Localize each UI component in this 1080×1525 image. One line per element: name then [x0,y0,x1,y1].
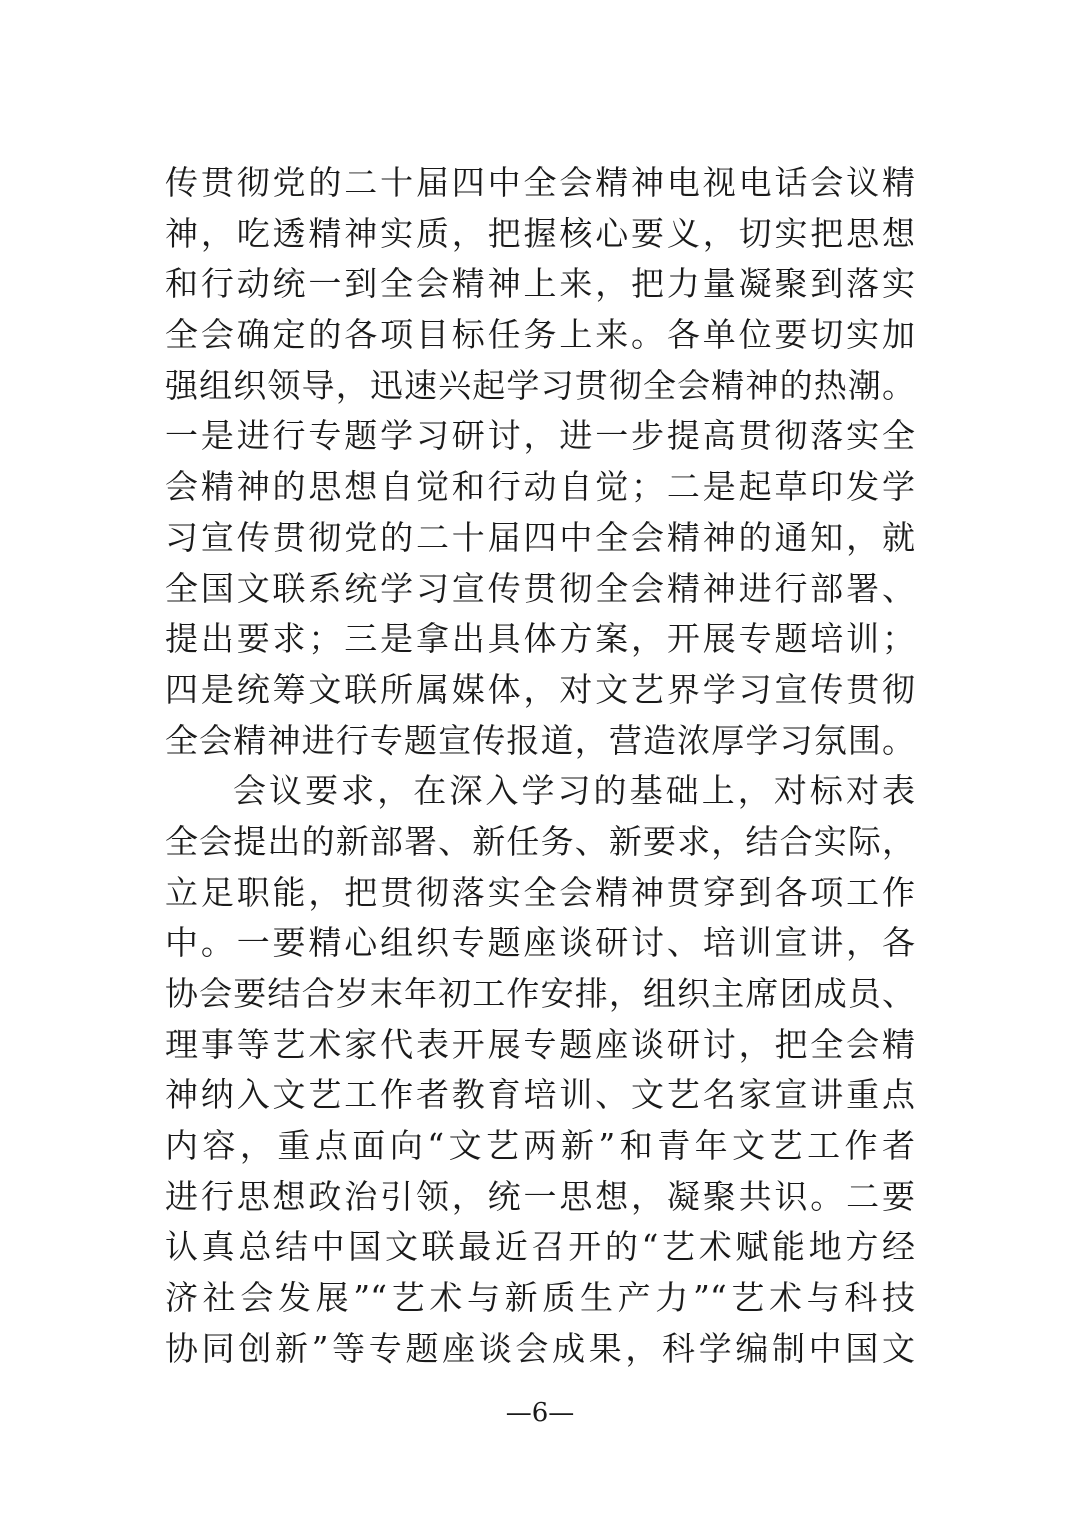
text-line: 全会精神进行专题宣传报道，营造浓厚学习氛围。 [165,720,915,760]
text-line: 神纳入文艺工作者教育培训、文艺名家宣讲重点 [165,1075,915,1115]
text-line: 协同创新”等专题座谈会成果，科学编制中国文 [165,1328,915,1368]
body-text [165,158,915,1375]
text-line: 理事等艺术家代表开展专题座谈研讨，把全会精 [165,1024,915,1064]
text-line: 神，吃透精神实质，把握核心要义，切实把思想 [165,213,915,253]
text-line: 会精神的思想自觉和行动自觉；二是起草印发学 [165,467,915,507]
text-line: 全会确定的各项目标任务上来。各单位要切实加 [165,315,915,355]
text-line: 全会提出的新部署、新任务、新要求，结合实际， [165,821,915,861]
text-line: 四是统筹文联所属媒体，对文艺界学习宣传贯彻 [165,669,915,709]
text-line: 进行思想政治引领，统一思想，凝聚共识。二要 [165,1176,915,1216]
text-line: 提出要求；三是拿出具体方案，开展专题培训； [165,619,915,659]
text-line: 中。一要精心组织专题座谈研讨、培训宣讲，各 [165,923,915,963]
text-line: 习宣传贯彻党的二十届四中全会精神的通知，就 [165,517,915,557]
text-line: 认真总结中国文联最近召开的“艺术赋能地方经 [165,1227,915,1267]
text-line: 和行动统一到全会精神上来，把力量凝聚到落实 [165,264,915,304]
text-line: 济社会发展”“艺术与新质生产力”“艺术与科技 [165,1278,915,1318]
text-line: 传贯彻党的二十届四中全会精神电视电话会议精 [165,163,915,202]
text-line: 强组织领导，迅速兴起学习贯彻全会精神的热潮。 [165,365,915,405]
text-line: 内容，重点面向“文艺两新”和青年文艺工作者 [165,1126,915,1166]
text-line: 立足职能，把贯彻落实全会精神贯穿到各项工作 [165,872,915,912]
page-number: —6— [505,1398,575,1428]
text-line: 全国文联系统学习宣传贯彻全会精神进行部署、 [165,568,915,608]
paragraph-start-line: 会议要求，在深入学习的基础上，对标对表 [233,771,915,811]
text-line: 协会要结合岁末年初工作安排，组织主席团成员、 [165,974,915,1013]
text-line: 一是进行专题学习研讨，进一步提高贯彻落实全 [165,416,915,456]
